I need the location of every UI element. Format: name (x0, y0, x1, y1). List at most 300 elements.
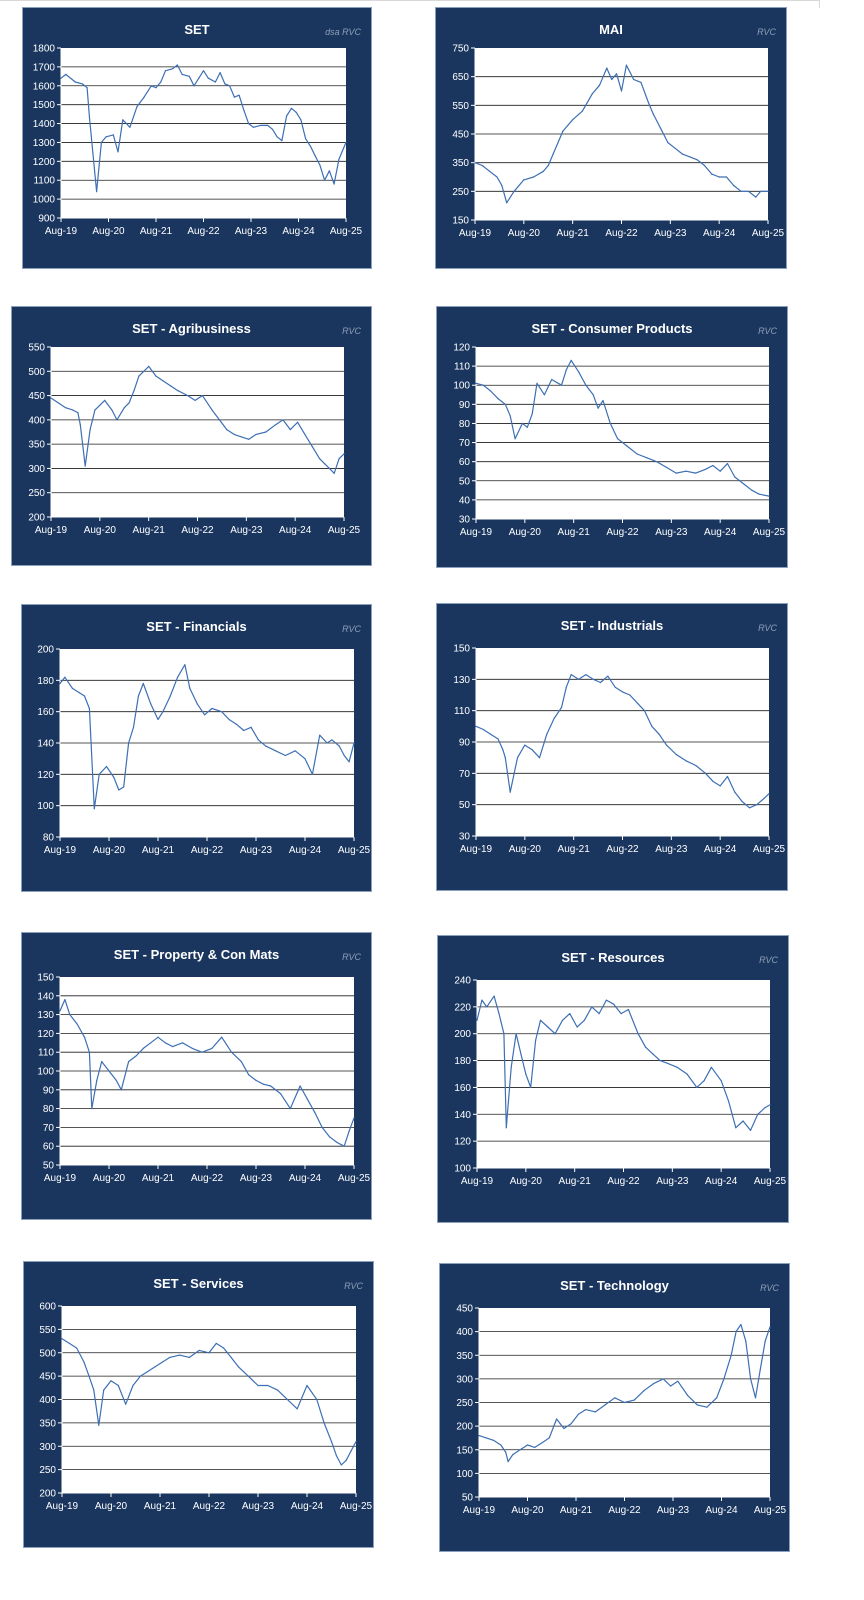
data-point (281, 140, 282, 141)
data-point (212, 410, 213, 411)
page-right-rule (819, 0, 820, 8)
data-point (155, 376, 156, 377)
data-point (598, 408, 599, 409)
data-point (648, 102, 649, 103)
data-point (542, 1442, 543, 1443)
data-point (234, 97, 235, 98)
data-point (667, 1063, 668, 1064)
data-point (595, 1411, 596, 1412)
y-tick-label: 150 (452, 215, 469, 227)
page-top-rule (0, 0, 820, 1)
x-tick-label: Aug-23 (239, 1173, 273, 1184)
data-point (652, 1053, 653, 1054)
data-point (226, 429, 227, 430)
y-tick-label: 70 (458, 438, 470, 450)
data-point (666, 745, 667, 746)
data-point (83, 1362, 84, 1363)
data-point (304, 758, 305, 759)
data-point (113, 134, 114, 135)
data-point (532, 749, 533, 750)
data-point (610, 423, 611, 424)
data-point (60, 78, 61, 79)
data-point (578, 1414, 579, 1415)
x-tick-label: Aug-21 (132, 525, 165, 536)
data-point (72, 688, 73, 689)
data-point (336, 1455, 337, 1456)
data-point (744, 484, 745, 485)
data-point (329, 1136, 330, 1137)
data-point (476, 1020, 477, 1021)
data-point (165, 70, 166, 71)
y-tick-label: 1600 (32, 81, 55, 93)
data-point (189, 688, 190, 689)
y-tick-label: 300 (28, 463, 45, 475)
data-point (113, 777, 114, 778)
data-point (59, 683, 60, 684)
x-tick-label: Aug-19 (43, 845, 77, 856)
x-tick-label: Aug-20 (83, 525, 116, 536)
x-tick-label: Aug-22 (187, 226, 220, 237)
data-point (355, 1441, 356, 1442)
chart-svg (22, 605, 373, 893)
data-point (199, 1350, 200, 1351)
x-tick-label: Aug-21 (556, 228, 589, 239)
data-point (295, 750, 296, 751)
y-tick-label: 400 (456, 1327, 473, 1339)
data-point (731, 1355, 732, 1356)
x-tick-label: Aug-23 (655, 527, 688, 538)
data-point (267, 125, 268, 126)
data-point (768, 793, 769, 794)
data-point (334, 473, 335, 474)
data-point (84, 1037, 85, 1038)
data-point (349, 761, 350, 762)
data-point (676, 473, 677, 474)
data-point (637, 453, 638, 454)
data-point (327, 742, 328, 743)
chart-title: MAI (599, 22, 623, 37)
x-tick-label: Aug-22 (606, 527, 639, 538)
y-tick-label: 250 (39, 1465, 56, 1477)
y-tick-label: 600 (39, 1301, 56, 1313)
data-point (602, 400, 603, 401)
data-point (591, 1006, 592, 1007)
x-tick-label: Aug-20 (92, 226, 125, 237)
data-point (189, 76, 190, 77)
data-point (272, 129, 273, 130)
data-point (685, 471, 686, 472)
data-point (96, 191, 97, 192)
data-point (617, 438, 618, 439)
data-point (94, 808, 95, 809)
data-point (555, 1033, 556, 1034)
data-point (108, 1070, 109, 1071)
data-point (297, 422, 298, 423)
data-point (653, 113, 654, 114)
data-point (569, 1013, 570, 1014)
data-point (614, 1397, 615, 1398)
data-point (143, 1048, 144, 1049)
data-point (163, 380, 164, 381)
x-tick-label: Aug-24 (704, 527, 737, 538)
y-tick-label: 80 (42, 1104, 54, 1116)
data-point (344, 755, 345, 756)
x-tick-label: Aug-24 (288, 845, 322, 856)
data-point (88, 1376, 89, 1377)
y-tick-label: 80 (42, 832, 54, 844)
data-point (651, 726, 652, 727)
data-point (148, 366, 149, 367)
data-point (172, 1046, 173, 1047)
x-tick-label: Aug-24 (290, 1501, 324, 1512)
x-tick-label: Aug-20 (509, 1176, 542, 1187)
data-point (208, 1352, 209, 1353)
data-point (696, 1087, 697, 1088)
data-point (277, 1390, 278, 1391)
data-point (79, 692, 80, 693)
data-point (251, 727, 252, 728)
x-tick-label: Aug-19 (44, 226, 78, 237)
data-point (534, 1447, 535, 1448)
data-point (179, 1355, 180, 1356)
data-point (241, 436, 242, 437)
data-point (87, 87, 88, 88)
data-point (90, 429, 91, 430)
data-point (494, 996, 495, 997)
data-point (344, 1146, 345, 1147)
data-point (742, 801, 743, 802)
data-point (151, 85, 152, 86)
data-point (599, 1013, 600, 1014)
data-point (121, 1089, 122, 1090)
data-point (204, 714, 205, 715)
data-point (551, 379, 552, 380)
x-tick-label: Aug-22 (190, 1173, 224, 1184)
chart-panel (437, 935, 789, 1223)
y-tick-label: 140 (454, 1109, 471, 1121)
data-point (500, 1444, 501, 1445)
data-point (751, 490, 752, 491)
data-point (125, 1404, 126, 1405)
plot-area (477, 980, 770, 1168)
data-point (506, 202, 507, 203)
data-point (706, 1407, 707, 1408)
data-point (241, 1061, 242, 1062)
data-point (733, 185, 734, 186)
data-point (64, 999, 65, 1000)
x-tick-label: Aug-23 (656, 1505, 690, 1516)
data-point (98, 1425, 99, 1426)
data-point (741, 191, 742, 192)
data-point (133, 390, 134, 391)
data-point (478, 1435, 479, 1436)
data-point (182, 74, 183, 75)
data-point (626, 65, 627, 66)
data-point (593, 394, 594, 395)
data-point (147, 1371, 148, 1372)
y-tick-label: 50 (42, 1160, 54, 1172)
data-point (667, 142, 668, 143)
data-point (621, 1013, 622, 1014)
data-point (182, 1042, 183, 1043)
data-point (566, 687, 567, 688)
data-point (223, 1348, 224, 1349)
data-point (257, 1385, 258, 1386)
data-point (605, 1404, 606, 1405)
data-point (527, 1444, 528, 1445)
data-point (172, 68, 173, 69)
y-tick-label: 120 (454, 1136, 471, 1148)
y-tick-label: 50 (458, 800, 470, 812)
data-point (549, 1437, 550, 1438)
data-point (712, 781, 713, 782)
data-point (765, 1341, 766, 1342)
data-point (505, 757, 506, 758)
data-point (93, 1390, 94, 1391)
y-tick-label: 900 (38, 213, 55, 225)
data-point (727, 463, 728, 464)
data-point (329, 468, 330, 469)
data-point (260, 125, 261, 126)
y-tick-label: 1800 (32, 43, 55, 55)
data-point (695, 765, 696, 766)
data-point (524, 745, 525, 746)
data-point (248, 439, 249, 440)
data-point (726, 176, 727, 177)
data-point (660, 128, 661, 129)
data-point (585, 1409, 586, 1410)
data-point (481, 1000, 482, 1001)
data-point (689, 156, 690, 157)
data-point (533, 176, 534, 177)
x-tick-label: Aug-20 (507, 228, 540, 239)
data-point (138, 376, 139, 377)
data-point (198, 78, 199, 79)
data-point (578, 679, 579, 680)
data-point (220, 72, 221, 73)
data-point (483, 385, 484, 386)
data-point (660, 1060, 661, 1061)
data-point (124, 407, 125, 408)
data-point (748, 191, 749, 192)
y-tick-label: 150 (456, 1445, 473, 1457)
data-point (118, 1385, 119, 1386)
data-point (644, 710, 645, 711)
chart-svg (436, 8, 788, 270)
chart-title: SET - Property & Con Mats (113, 947, 280, 962)
data-point (483, 729, 484, 730)
data-point (712, 465, 713, 466)
y-tick-label: 40 (458, 495, 470, 507)
data-point (150, 1042, 151, 1043)
data-point (122, 119, 123, 120)
y-tick-label: 30 (458, 831, 470, 843)
data-point (749, 807, 750, 808)
data-point (312, 446, 313, 447)
y-tick-label: 450 (456, 1303, 473, 1315)
chart-title: SET - Financials (146, 619, 247, 634)
y-tick-label: 180 (454, 1056, 471, 1068)
x-tick-label: Aug-19 (459, 844, 493, 855)
data-point (497, 738, 498, 739)
data-point (132, 1385, 133, 1386)
y-tick-label: 220 (454, 1002, 471, 1014)
x-tick-label: Aug-21 (139, 226, 173, 237)
data-point (89, 1052, 90, 1053)
data-point (768, 496, 769, 497)
y-tick-label: 60 (42, 1141, 54, 1153)
chart-title: SET - Agribusiness (132, 321, 251, 336)
data-point (490, 390, 491, 391)
data-point (351, 1450, 352, 1451)
data-point (734, 476, 735, 477)
data-point (592, 93, 593, 94)
chart-title: SET - Technology (560, 1278, 669, 1293)
data-point (637, 702, 638, 703)
data-point (69, 1014, 70, 1015)
data-point (486, 1437, 487, 1438)
data-point (336, 1142, 337, 1143)
data-point (704, 1080, 705, 1081)
chart-svg (22, 933, 373, 1221)
data-point (169, 1357, 170, 1358)
data-point (520, 1053, 521, 1054)
data-point (263, 1084, 264, 1085)
data-point (248, 1074, 249, 1075)
data-point (334, 183, 335, 184)
chart-panel (439, 1263, 790, 1552)
y-tick-label: 90 (458, 399, 470, 411)
data-point (91, 1108, 92, 1109)
data-point (282, 419, 283, 420)
data-point (170, 385, 171, 386)
data-point (503, 1033, 504, 1034)
x-tick-label: Aug-23 (230, 525, 263, 536)
x-tick-label: Aug-21 (559, 1505, 593, 1516)
data-point (578, 371, 579, 372)
y-tick-label: 120 (37, 769, 54, 781)
data-point (312, 774, 313, 775)
data-point (297, 1408, 298, 1409)
data-point (224, 83, 225, 84)
y-tick-label: 130 (37, 1010, 54, 1022)
data-point (290, 429, 291, 430)
data-point (89, 117, 90, 118)
data-point (319, 735, 320, 736)
data-point (474, 162, 475, 163)
data-point (759, 494, 760, 495)
data-point (296, 112, 297, 113)
data-point (234, 434, 235, 435)
data-point (106, 136, 107, 137)
data-point (670, 1385, 671, 1386)
y-tick-label: 400 (28, 415, 45, 427)
y-tick-label: 250 (456, 1398, 473, 1409)
data-point (675, 148, 676, 149)
data-point (585, 385, 586, 386)
y-tick-label: 300 (39, 1441, 56, 1453)
data-point (135, 1055, 136, 1056)
x-tick-label: Aug-25 (327, 525, 361, 536)
data-point (116, 419, 117, 420)
data-point (634, 1400, 635, 1401)
data-point (177, 390, 178, 391)
data-point (58, 402, 59, 403)
data-point (489, 171, 490, 172)
y-tick-label: 350 (452, 158, 469, 170)
data-point (515, 438, 516, 439)
data-point (510, 415, 511, 416)
chart-svg (23, 8, 373, 270)
data-point (265, 746, 266, 747)
y-tick-label: 300 (456, 1374, 473, 1386)
data-point (202, 1052, 203, 1053)
data-point (677, 1067, 678, 1068)
x-tick-label: Aug-20 (92, 1173, 126, 1184)
x-tick-label: Aug-25 (752, 844, 786, 855)
data-point (331, 1441, 332, 1442)
chart-title: SET - Services (153, 1276, 244, 1291)
data-point (243, 110, 244, 111)
x-tick-label: Aug-25 (753, 1505, 787, 1516)
data-point (307, 1099, 308, 1100)
data-point (621, 90, 622, 91)
data-point (343, 148, 344, 149)
data-point (150, 703, 151, 704)
y-tick-label: 180 (37, 675, 54, 687)
data-point (539, 757, 540, 758)
y-tick-label: 110 (454, 361, 470, 373)
data-point (82, 83, 83, 84)
data-point (162, 1362, 163, 1363)
chart-svg (437, 307, 789, 569)
x-tick-label: Aug-23 (656, 1176, 689, 1187)
data-point (290, 1108, 291, 1109)
watermark: RVC (760, 1283, 779, 1293)
x-tick-label: Aug-20 (92, 845, 126, 856)
x-tick-label: Aug-24 (282, 226, 315, 237)
data-point (319, 458, 320, 459)
data-point (685, 760, 686, 761)
data-point (571, 674, 572, 675)
chart-panel (23, 1261, 374, 1548)
data-point (94, 410, 95, 411)
data-point (69, 1343, 70, 1344)
data-point (324, 180, 325, 181)
data-point (277, 136, 278, 137)
data-point (745, 1341, 746, 1342)
data-point (556, 1418, 557, 1419)
data-point (239, 95, 240, 96)
data-point (475, 383, 476, 384)
y-tick-label: 750 (452, 43, 469, 55)
data-point (527, 427, 528, 428)
data-point (767, 191, 768, 192)
x-tick-label: Aug-20 (508, 844, 541, 855)
y-tick-label: 200 (28, 512, 45, 524)
data-point (606, 68, 607, 69)
data-point (184, 664, 185, 665)
data-point (719, 176, 720, 177)
data-point (248, 1376, 249, 1377)
data-point (89, 708, 90, 709)
data-point (72, 410, 73, 411)
y-tick-label: 90 (42, 1085, 54, 1097)
data-point (133, 727, 134, 728)
y-tick-label: 250 (452, 186, 469, 198)
data-point (599, 85, 600, 86)
data-point (764, 798, 765, 799)
